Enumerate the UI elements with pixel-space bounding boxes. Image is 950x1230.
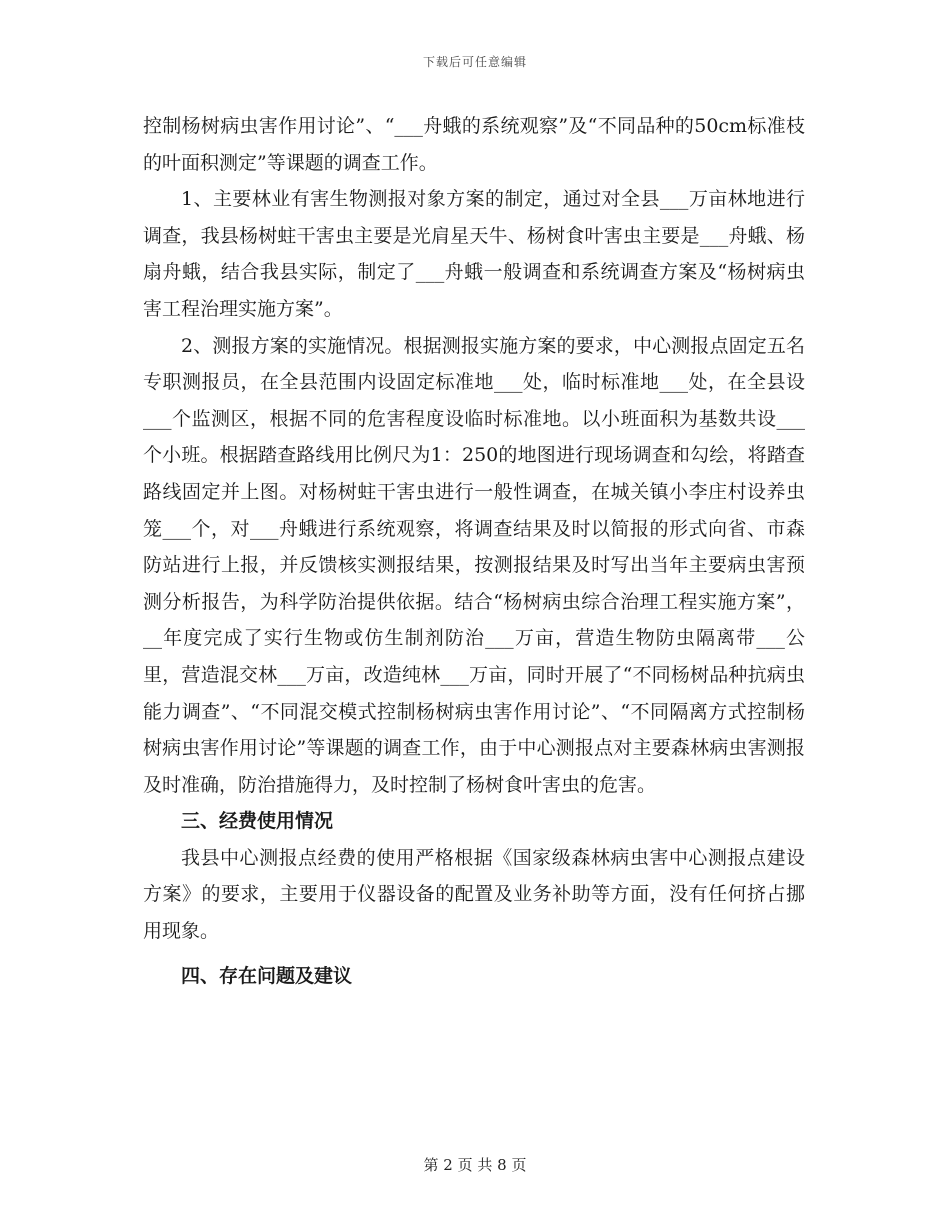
item-2-paragraph: 2、测报方案的实施情况。根据测报实施方案的要求，中心测报点固定五名专职测报员，在全县范围内设固定标准地___处，临时标准地___处，在全县设___个监测区，根据不同的危害程度设临时标准地。以小班面积为基数共设___个小班。根据踏查路线用比例尺为1：250的地图进行现场调查和勾绘，将踏查路线固定并上图。对杨树蛀干害虫进行一般性调查，在城关镇小李庄村设养虫笼___个，对___舟蛾进行系统观察，将调查结果及时以简报的形式向省、市森防站进行上报，并反馈核实测报结果，按测报结果及时写出当年主要病虫害预测分析报告，为科学防治提供依据。结合“杨树病虫综合治理工程实施方案”，__年度完成了实行生物或仿生制剂防治___万亩，营造生物防虫隔离带___公里，营造混交林___万亩，改造纯林___万亩，同时开展了“不同杨树品种抗病虫能力调查”、“不同混交模式控制杨树病虫害作用讨论”、“不同隔离方式控制杨树病虫害作用讨论”等课题的调查工作，由于中心测报点对主要森林病虫害测报及时准确，防治措施得力，及时控制了杨树食叶害虫的危害。 [143, 334, 805, 796]
page-footer: 第 2 页 共 8 页 [423, 1156, 527, 1174]
continuation-paragraph: 控制杨树病虫害作用讨论”、“___舟蛾的系统观察”及“不同品种的50cm标准枝的叶面积测定”等课题的调查工作。 [143, 115, 805, 174]
section-3-heading: 三、经费使用情况 [181, 810, 334, 833]
page-header: 下载后可任意编辑 [422, 55, 527, 69]
section-3-paragraph: 我县中心测报点经费的使用严格根据《国家级森林病虫害中心测报点建设方案》的要求，主要用于仪器设备的配置及业务补助等方面，没有任何挤占挪用现象。 [143, 846, 805, 943]
item-1-paragraph: 1、主要林业有害生物测报对象方案的制定，通过对全县___万亩林地进行调查，我县杨树蛀干害虫主要是光肩星天牛、杨树食叶害虫主要是___舟蛾、杨扇舟蛾，结合我县实际，制定了___舟蛾一般调查和系统调查方案及“杨树病虫害工程治理实施方案”。 [143, 188, 805, 320]
document-body [143, 108, 805, 994]
section-4-heading: 四、存在问题及建议 [181, 964, 353, 987]
